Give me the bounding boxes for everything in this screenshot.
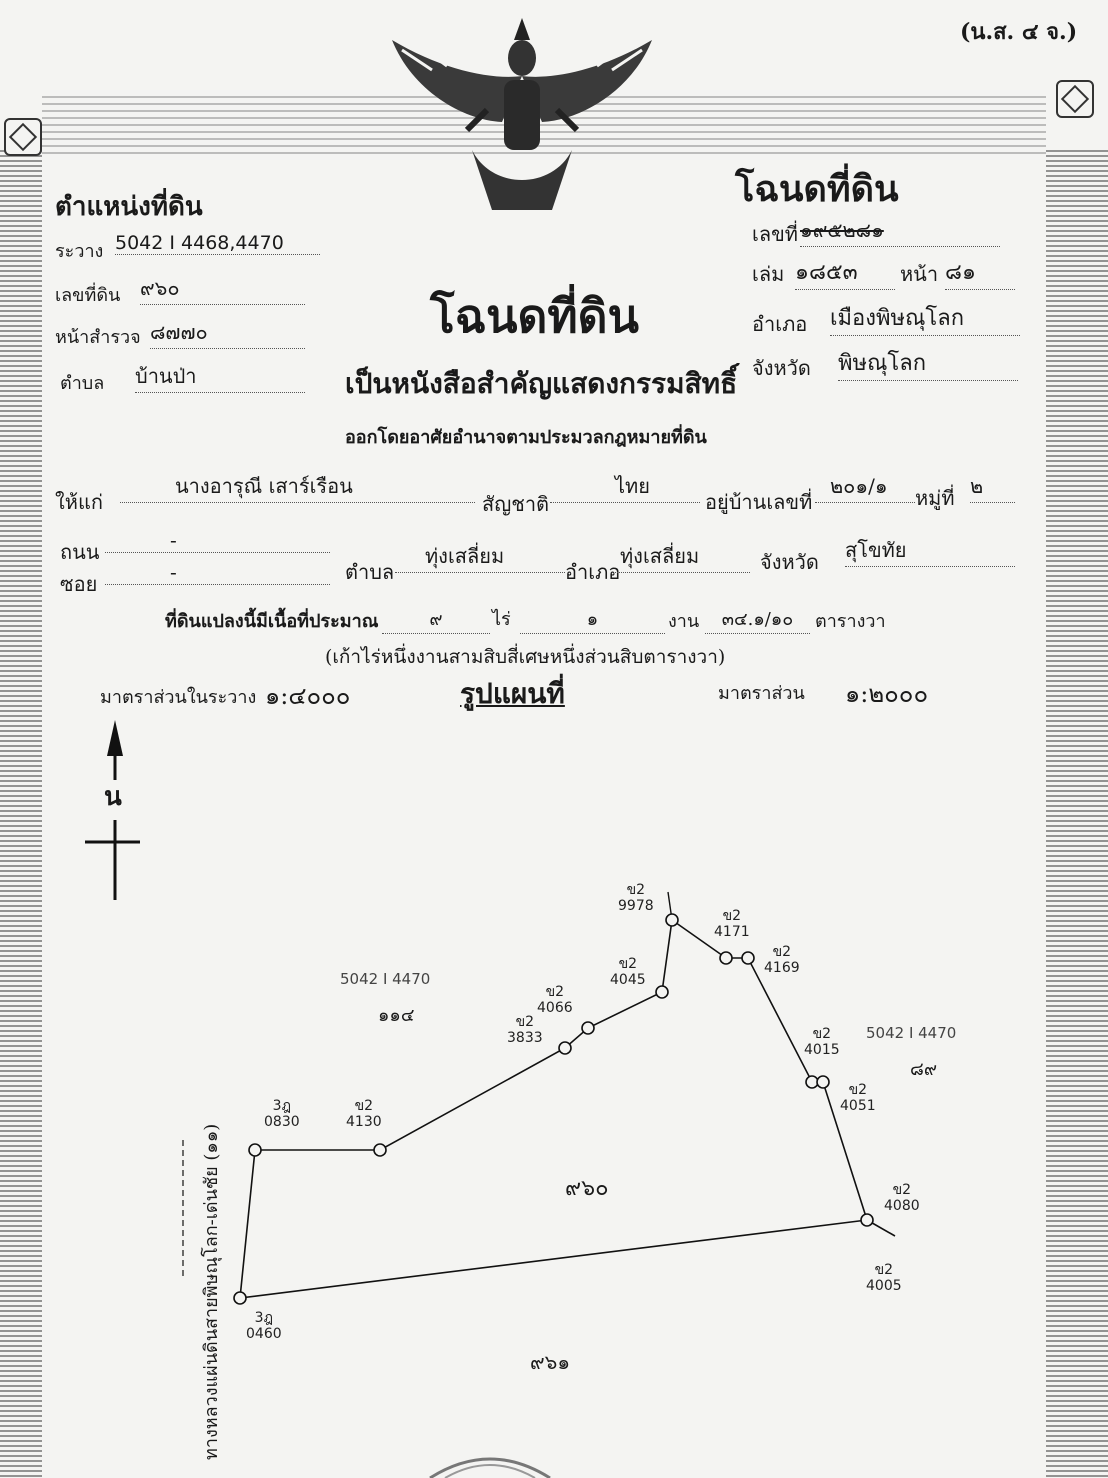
point-label: 3ฎ 0460 (246, 1310, 282, 1342)
parcel-label: เลขที่ดิน (55, 285, 121, 306)
area-wa: ๓๔.๑/๑๐ (705, 604, 810, 634)
marker-4130 (374, 1144, 386, 1156)
house-no: ๒๐๑/๑ (815, 470, 915, 503)
deed-no: ๑๙๕๒๘๑ (800, 214, 1000, 247)
area-rai: ๙ (382, 604, 490, 634)
page-value: ๘๑ (945, 254, 1015, 290)
deed-subtitle: เป็นหนังสือสำคัญแสดงกรรมสิทธิ์ (345, 367, 738, 400)
wa-label: ตารางวา (815, 611, 886, 632)
point-label: 3ฎ 0830 (264, 1098, 300, 1130)
owner-tambon-label: ตำบล (345, 560, 395, 584)
marker-4080 (861, 1214, 873, 1226)
survey-label: หน้าสำรวจ (55, 327, 141, 348)
owner-province-label: จังหวัด (760, 550, 819, 574)
amphoe-label: อำเภอ (752, 312, 808, 336)
road-label: ถนน (60, 540, 100, 564)
moo-label: หมู่ที่ (915, 486, 955, 510)
owner-amphoe: ทุ่งเสลี่ยม (615, 540, 750, 573)
highway-label: ทางหลวงแผ่นดินสายพิษณุโลก-เด่นชัย (๑๑) (201, 1123, 222, 1460)
parcel-boundary (240, 920, 867, 1298)
marker-0830 (249, 1144, 261, 1156)
owner-tambon: ทุ่งเสลี่ยม (395, 540, 565, 573)
map-scale: ๑:๒๐๐๐ (845, 680, 929, 708)
amphoe-value: เมืองพิษณุโลก (830, 300, 1020, 336)
neighbor-ne-sheet: 5042 I 4470 (866, 1024, 957, 1042)
deed-no-label: เลขที่ (752, 222, 798, 246)
road-value: - (105, 528, 330, 553)
point-label: ข2 9978 (618, 882, 654, 914)
area-in-words: (เก้าไร่หนึ่งงานสามสิบสี่เศษหนึ่งส่วนสิบตารางวา) (325, 646, 726, 668)
sheet-label: ระวาง (55, 241, 104, 262)
book-label: เล่ม (752, 262, 785, 286)
parcel-center-number: ๙๖๐ (565, 1176, 609, 1201)
marker-3833 (559, 1042, 571, 1054)
point-label: ข2 4066 (537, 984, 573, 1016)
moo-value: ๒ (970, 470, 1015, 503)
area-ngan: ๑ (520, 604, 665, 634)
marker-4066 (582, 1022, 594, 1034)
location-heading: ตำแหน่งที่ดิน (55, 192, 203, 222)
neighbor-nw-parcel: ๑๑๔ (378, 1005, 415, 1026)
deed-title-center: โฉนดที่ดิน (430, 289, 639, 343)
page-label: หน้า (900, 262, 939, 286)
point-label: ข2 4015 (804, 1026, 840, 1058)
point-label: ข2 4171 (714, 908, 750, 940)
point-label: ข2 4005 (866, 1262, 902, 1294)
form-code: (น.ส. ๔ จ.) (960, 19, 1078, 45)
marker-4169 (742, 952, 754, 964)
owner-to-label: ให้แก่ (55, 490, 103, 514)
sheet-scale-label: มาตราส่วนในระวาง (100, 687, 257, 708)
nationality-label: สัญชาติ (482, 492, 550, 516)
book-value: ๑๘๕๓ (795, 254, 895, 290)
sheet-value: 5042 I 4468,4470 (115, 232, 320, 255)
point-label: ข2 4080 (884, 1182, 920, 1214)
nationality-value: ไทย (550, 470, 700, 503)
house-no-label: อยู่บ้านเลขที่ (705, 490, 813, 514)
point-label: ข2 4169 (764, 944, 800, 976)
tambon-label: ตำบล (60, 373, 105, 394)
ngan-label: งาน (668, 611, 700, 632)
neighbor-s-parcel: ๙๖๑ (530, 1350, 571, 1374)
marker-4051 (817, 1076, 829, 1088)
marker-4045 (656, 986, 668, 998)
sheet-scale: ๑:๔๐๐๐ (265, 682, 351, 710)
survey-value: ๘๗๗๐ (150, 316, 305, 349)
province-label: จังหวัด (752, 356, 811, 380)
neighbor-ne-parcel: ๘๙ (910, 1059, 938, 1080)
seal-fragment (420, 1450, 560, 1478)
deed-title-right: โฉนดที่ดิน (735, 168, 899, 210)
owner-province: สุโขทัย (845, 534, 1015, 567)
owner-name: นางอารุณี เสาร์เรือน (120, 470, 475, 503)
point-label: ข2 4130 (346, 1098, 382, 1130)
point-label: ข2 3833 (507, 1014, 543, 1046)
soi-value: - (105, 560, 330, 585)
point-label: ข2 4051 (840, 1082, 876, 1114)
issued-by: ออกโดยอาศัยอำนาจตามประมวลกฎหมายที่ดิน (345, 427, 707, 448)
map-scale-label: มาตราส่วน (718, 683, 805, 704)
marker-4171 (720, 952, 732, 964)
rai-label: ไร่ (492, 609, 511, 630)
point-label: ข2 4045 (610, 956, 646, 988)
neighbor-nw-sheet: 5042 I 4470 (340, 970, 431, 988)
area-intro: ที่ดินแปลงนี้มีเนื้อที่ประมาณ (165, 611, 379, 632)
parcel-value: ๙๖๐ (140, 272, 305, 305)
north-label: น (104, 782, 122, 812)
tambon-value: บ้านป่า (135, 360, 305, 393)
soi-label: ซอย (60, 572, 98, 596)
province-value: พิษณุโลก (838, 345, 1018, 381)
marker-0460 (234, 1292, 246, 1304)
owner-amphoe-label: อำเภอ (565, 560, 621, 584)
marker-9978 (666, 914, 678, 926)
map-title: รูปแผนที่ (460, 677, 565, 710)
